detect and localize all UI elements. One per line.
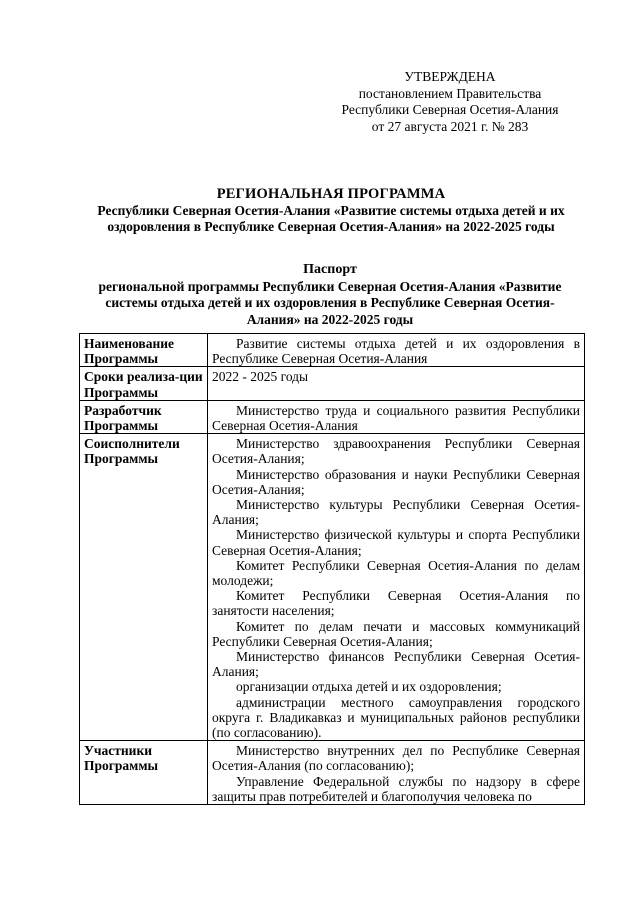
- list-item: Комитет Республики Северная Осетия-Алания по делам молодежи;: [212, 557, 580, 589]
- list-item: организации отдыха детей и их оздоровления;: [236, 679, 502, 695]
- program-subtitle-line: оздоровления в Республике Северная Осетия-Алания» на 2022-2025 годы: [107, 219, 555, 234]
- passport-subtitle-line: системы отдыха детей и их оздоровления в Республике Северная Осетия-: [105, 295, 555, 310]
- approval-line: постановлением Правительства: [358, 85, 542, 101]
- program-title: РЕГИОНАЛЬНАЯ ПРОГРАММА: [216, 186, 446, 202]
- list-item: Министерство физической культуры и спорта Республики Северная Осетия-Алания;: [212, 527, 580, 558]
- row-label: Разработчик Программы: [80, 400, 208, 433]
- passport-subtitle-line: региональной программы Республики Северная Осетия-Алания «Развитие: [98, 278, 562, 294]
- row-label: Соисполнители Программы: [80, 434, 208, 741]
- list-item: Министерство здравоохранения Республики Северная Осетия-Алания;: [212, 436, 580, 467]
- passport-subtitle-line: Алания» на 2022-2025 годы: [246, 311, 414, 327]
- row-label: Участники Программы: [80, 741, 208, 805]
- table-row: [80, 400, 585, 433]
- list-item: Комитет по делам печати и массовых коммуникаций Республики Северная Осетия-Алания;: [212, 618, 580, 649]
- list-item: Министерство внутренних дел по Республике Северная Осетия-Алания (по согласованию);: [212, 743, 580, 774]
- list-item: Управление Федеральной службы по надзору в сфере защиты прав потребителей и благополучия человека по: [212, 773, 580, 804]
- row-label: Наименование Программы: [80, 334, 208, 367]
- list-item: Министерство финансов Республики Северная Осетия-Алания;: [212, 649, 580, 680]
- passport-title: Паспорт: [303, 262, 357, 277]
- row-value-text: Министерство труда и социального развития Республики Северная Осетия-Алания: [212, 402, 580, 434]
- approval-date: от 27 августа 2021 г. № 283: [371, 118, 529, 134]
- row-value: [208, 400, 585, 433]
- table-row: [80, 334, 585, 367]
- table-row: [80, 434, 585, 741]
- list-item: Комитет Республики Северная Осетия-Алания по занятости населения;: [212, 588, 580, 619]
- approval-stamp: [300, 69, 600, 135]
- program-subtitle-line: Республики Северная Осетия-Алания «Развитие системы отдыха детей и их: [97, 202, 565, 218]
- table-row: [80, 367, 585, 400]
- list-item: Министерство культуры Республики Северная Осетия-Алания;: [212, 497, 580, 528]
- passport-title-block: [70, 262, 590, 328]
- row-value: [208, 434, 585, 741]
- row-value: [208, 334, 585, 367]
- row-value-text: 2022 - 2025 годы: [212, 369, 309, 385]
- list-item: администрации местного самоуправления городского округа г. Владикавказ и муниципальных районов республики (по согласованию).: [212, 694, 580, 741]
- row-value: [208, 741, 585, 805]
- row-label: Сроки реализа-ции Программы: [80, 367, 208, 400]
- table-row: [80, 741, 585, 805]
- approval-heading: УТВЕРЖДЕНА: [404, 69, 496, 84]
- approval-line: Республики Северная Осетия-Алания: [341, 102, 559, 117]
- passport-table: [79, 333, 585, 805]
- row-value: [208, 367, 585, 400]
- program-title-block: [60, 186, 602, 236]
- row-value-text: Развитие системы отдыха детей и их оздоровления в Республике Северная Осетия-Алания: [212, 336, 580, 367]
- list-item: Министерство образования и науки Республики Северная Осетия-Алания;: [212, 466, 580, 497]
